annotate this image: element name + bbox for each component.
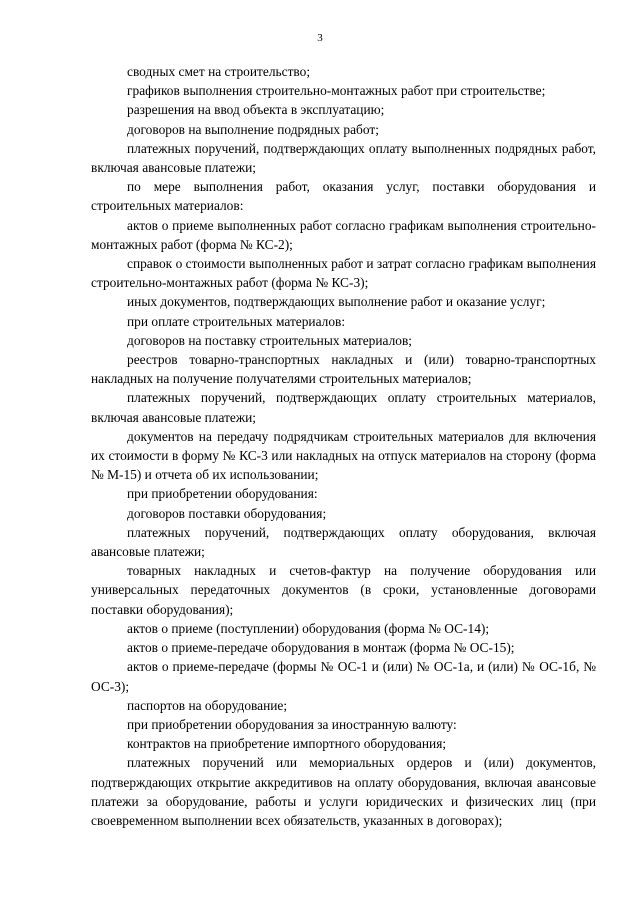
paragraph: разрешения на ввод объекта в эксплуатацию; <box>127 102 385 118</box>
paragraph: товарных накладных и счетов-фактур на получение оборудования или универсальных передаточных документов (в сроки, установленные договорами поставки оборудования); <box>91 563 596 617</box>
paragraph: платежных поручений, подтверждающих оплату оборудования, включая авансовые платежи; <box>91 524 596 560</box>
paragraph: иных документов, подтверждающих выполнение работ и оказание услуг; <box>127 294 546 310</box>
document-body <box>91 62 596 830</box>
paragraph: договоров на выполнение подрядных работ; <box>127 121 379 137</box>
paragraph: платежных поручений, подтверждающих оплату строительных материалов, включая авансовые платежи; <box>91 390 596 425</box>
paragraph: при приобретении оборудования: <box>127 486 318 502</box>
paragraph: актов о приеме-передаче (формы № ОС-1 и (или) № ОС-1а, и (или) № ОС-1б, № ОС-3); <box>91 659 596 694</box>
paragraph: договоров на поставку строительных материалов; <box>127 332 413 348</box>
paragraph: документов на передачу подрядчикам строительных материалов для включения их стоимости в форму № КС-3 или накладных на отпуск материалов на сторону (форма № М-15) и отчета об их использовании; <box>91 428 596 483</box>
paragraph: договоров поставки оборудования; <box>127 505 327 521</box>
paragraph: актов о приеме (поступлении) оборудования (форма № ОС-14); <box>127 620 490 636</box>
paragraph: паспортов на оборудование; <box>127 697 288 713</box>
page-number: 3 <box>317 32 323 44</box>
paragraph: справок о стоимости выполненных работ и затрат согласно графикам выполнения строительно-монтажных работ (форма № КС-3); <box>91 256 596 291</box>
paragraph: актов о приеме-передаче оборудования в монтаж (форма № ОС-15); <box>127 640 515 656</box>
paragraph: платежных поручений, подтверждающих оплату выполненных подрядных работ, включая авансовые платежи; <box>91 140 596 176</box>
paragraph: при оплате строительных материалов: <box>127 313 346 329</box>
paragraph: графиков выполнения строительно-монтажных работ при строительстве; <box>127 83 546 99</box>
paragraph: при приобретении оборудования за иностранную валюту: <box>127 716 457 732</box>
paragraph: сводных смет на строительство; <box>127 64 311 79</box>
paragraph: по мере выполнения работ, оказания услуг, поставки оборудования и строительных материалов: <box>91 179 596 214</box>
paragraph: контрактов на приобретение импортного оборудования; <box>127 736 447 752</box>
paragraph: реестров товарно-транспортных накладных и (или) товарно-транспортных накладных на получение получателями строительных материалов; <box>91 352 596 387</box>
paragraph: актов о приеме выполненных работ согласно графикам выполнения строительно-монтажных работ (форма № КС-2); <box>91 217 596 252</box>
paragraph: платежных поручений или мемориальных ордеров и (или) документов, подтверждающих открытие аккредитивов на оплату оборудования, включая авансовые платежи за оборудование, работы и услуги юридических и физических лиц (при своевременном выполнении всех обязательств, указанных в договорах); <box>91 755 596 828</box>
